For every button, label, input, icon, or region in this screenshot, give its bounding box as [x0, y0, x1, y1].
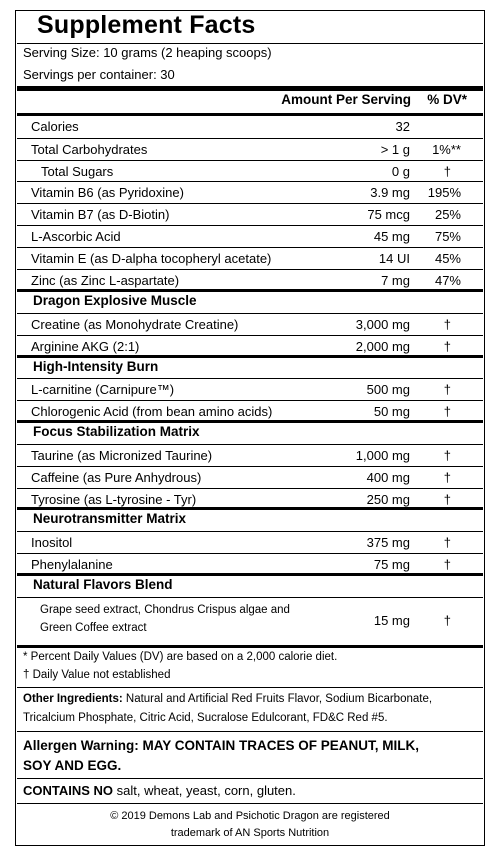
ingredient-amount: 3,000 mg [355, 317, 410, 332]
dv-header: % DV* [427, 92, 467, 107]
ingredient-dv: † [443, 317, 451, 332]
nutrient-dv: 195% [427, 185, 461, 200]
section-header [17, 422, 483, 444]
footnote-divider [17, 645, 483, 648]
copyright-line1: © 2019 Demons Lab and Psichotic Dragon are registered [110, 810, 390, 822]
ingredient-name-line1: Grape seed extract, Chondrus Crispus algae and [40, 604, 290, 616]
ingredient-row [17, 597, 483, 643]
ingredient-amount: 2,000 mg [355, 339, 410, 354]
ingredient-name: Creatine (as Monohydrate Creatine) [31, 317, 239, 332]
ingredient-row [17, 466, 483, 488]
other-ingredients-text1: Natural and Artificial Red Fruits Flavor, Sodium Bicarbonate, [122, 693, 433, 705]
nutrient-amount: 75 mcg [367, 207, 410, 222]
ingredient-name: Chlorogenic Acid (from bean amino acids) [31, 404, 273, 419]
ingredient-dv: † [443, 492, 451, 507]
ingredient-name: Phenylalanine [31, 557, 113, 572]
nutrient-dv: 45% [434, 251, 461, 266]
nutrient-amount: 14 UI [378, 251, 410, 266]
ingredient-name: Taurine (as Micronized Taurine) [31, 448, 213, 463]
ingredient-dv: † [443, 470, 451, 485]
allergen-line2: SOY AND EGG. [23, 758, 122, 773]
nutrient-name: Total Sugars [41, 164, 114, 179]
other-ingredients-line2: Tricalcium Phosphate, Citric Acid, Sucralose Edulcorant, FD&C Red #5. [23, 712, 388, 724]
ingredient-amount: 400 mg [366, 470, 410, 485]
ingredient-name: Tyrosine (as L-tyrosine - Tyr) [31, 492, 197, 507]
nutrient-amount: 0 g [391, 164, 410, 179]
ingredient-row [17, 531, 483, 553]
allergen-label: Allergen Warning: [23, 738, 139, 753]
section-header [17, 357, 483, 379]
nutrient-name: Vitamin E (as D-alpha tocopheryl acetate) [31, 251, 272, 266]
ingredient-name: Caffeine (as Pure Anhydrous) [31, 470, 202, 485]
nutrient-row [17, 247, 483, 269]
section-title: Dragon Explosive Muscle [33, 293, 197, 308]
nutrient-dv: 25% [434, 207, 461, 222]
ingredient-amount: 15 mg [373, 613, 410, 628]
ingredient-dv: † [443, 404, 451, 419]
contains-divider [17, 778, 483, 779]
nutrient-dv: 75% [434, 229, 461, 244]
serving-size: Serving Size: 10 grams (2 heaping scoops) [23, 45, 272, 60]
servings-per-container: Servings per container: 30 [23, 67, 175, 82]
nutrient-name: Vitamin B6 (as Pyridoxine) [31, 185, 184, 200]
ingredient-amount: 75 mg [373, 557, 410, 572]
nutrient-row [17, 116, 483, 138]
ingredient-dv: † [443, 382, 451, 397]
ingredient-dv: † [443, 448, 451, 463]
title-divider [17, 43, 483, 44]
nutrient-name: Total Carbohydrates [31, 142, 148, 157]
ingredient-dv: † [443, 613, 451, 628]
contains-no-text: salt, wheat, yeast, corn, gluten. [113, 783, 296, 798]
ingredient-row [17, 444, 483, 466]
nutrient-row [17, 181, 483, 203]
dagger-footnote: † Daily Value not established [23, 669, 171, 681]
ingredient-row [17, 313, 483, 335]
nutrient-amount: 32 [395, 119, 410, 134]
ingredient-name: L-carnitine (Carnipure™) [31, 382, 175, 397]
nutrient-row [17, 225, 483, 247]
nutrient-name: Calories [31, 119, 79, 134]
ingredient-name: Inositol [31, 535, 73, 550]
ingredient-amount: 375 mg [366, 535, 410, 550]
ingredient-name: Arginine AKG (2:1) [31, 339, 140, 354]
ingredient-amount: 250 mg [366, 492, 410, 507]
nutrient-name: L-Ascorbic Acid [31, 229, 121, 244]
panel-title: Supplement Facts [37, 11, 256, 39]
copyright-line2: trademark of AN Sports Nutrition [170, 827, 330, 839]
section-title: Neurotransmitter Matrix [33, 511, 187, 526]
ingredient-amount: 1,000 mg [355, 448, 410, 463]
ingredient-dv: † [443, 535, 451, 550]
section-title: Focus Stabilization Matrix [33, 424, 200, 439]
amount-header: Amount Per Serving [281, 92, 411, 107]
ingredient-amount: 50 mg [373, 404, 410, 419]
section-title: Natural Flavors Blend [33, 577, 173, 592]
ingredient-row [17, 400, 483, 422]
section-title: High-Intensity Burn [33, 359, 159, 374]
nutrient-row [17, 203, 483, 225]
other-ingredients-line1 [23, 693, 432, 705]
section-header [17, 509, 483, 531]
allergen-text1: MAY CONTAIN TRACES OF PEANUT, MILK, [138, 738, 420, 753]
nutrient-amount: 3.9 mg [370, 185, 410, 200]
nutrient-amount: > 1 g [380, 142, 410, 157]
nutrient-name: Vitamin B7 (as D-Biotin) [31, 207, 170, 222]
ingredient-dv: † [443, 557, 451, 572]
allergen-line1 [23, 738, 419, 753]
ingredient-dv: † [443, 339, 451, 354]
copyright-divider [17, 803, 483, 804]
contains-no-label: CONTAINS NO [23, 783, 114, 798]
ingredient-name-line2: Green Coffee extract [40, 622, 147, 634]
nutrient-name: Zinc (as Zinc L-aspartate) [31, 273, 180, 288]
nutrient-dv: 1%** [432, 142, 461, 157]
ingredient-row [17, 553, 483, 575]
nutrient-dv: 47% [434, 273, 461, 288]
dv-footnote: * Percent Daily Values (DV) are based on a 2,000 calorie diet. [23, 651, 338, 663]
nutrient-dv: † [443, 164, 451, 179]
nutrient-row [17, 269, 483, 291]
ingredient-amount: 500 mg [366, 382, 410, 397]
section-header [17, 575, 483, 597]
ingredient-row [17, 378, 483, 400]
contains-no [23, 783, 296, 798]
nutrient-row [17, 160, 483, 182]
ingredient-row [17, 335, 483, 357]
nutrient-amount: 45 mg [373, 229, 410, 244]
nutrient-row [17, 138, 483, 160]
thick-divider [17, 86, 483, 91]
allergen-divider [17, 731, 483, 732]
column-header [17, 92, 483, 112]
other-divider [17, 687, 483, 688]
section-header [17, 291, 483, 313]
nutrient-amount: 7 mg [381, 273, 410, 288]
other-ingredients-label: Other Ingredients: [23, 693, 123, 705]
